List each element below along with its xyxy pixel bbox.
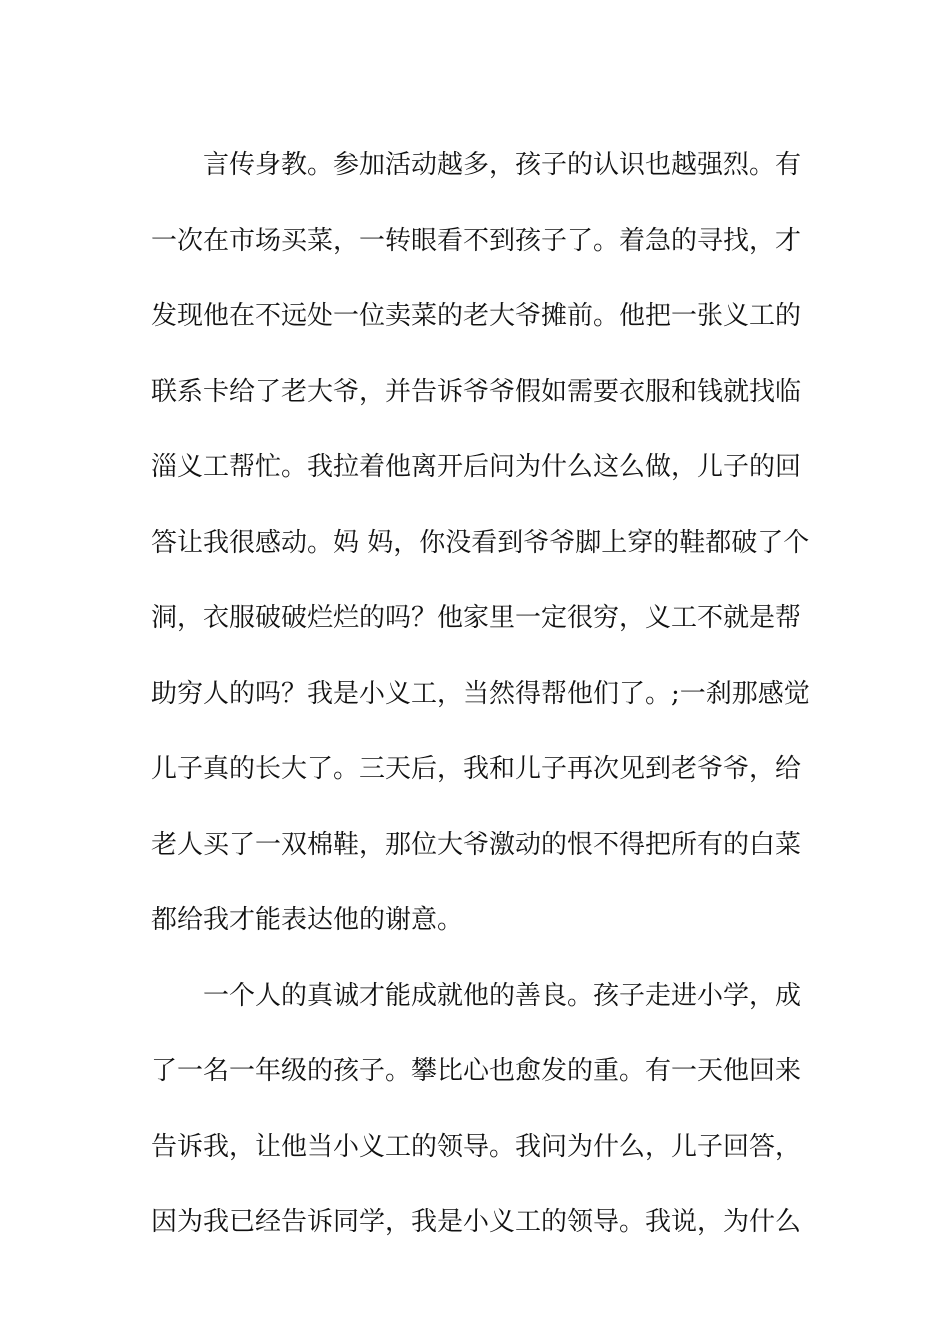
text-line: 答让我很感动。妈 妈，你没看到爷爷脚上穿的鞋都破了个 <box>151 527 810 558</box>
paragraph-2 <box>151 959 811 1261</box>
text-line: 发现他在不远处一位卖菜的老大爷摊前。他把一张义工的 <box>151 301 802 331</box>
text-line: 老人买了一双棉鞋，那位大爷激动的恨不得把所有的白菜 <box>151 829 802 860</box>
paragraph-1 <box>151 128 811 959</box>
text-line: 言传身教。参加活动越多，孩子的认识也越强烈。有 <box>203 150 802 180</box>
document-body <box>151 128 811 1261</box>
text-line: 联系卡给了老大爷，并告诉爷爷假如需要衣服和钱就找临 <box>151 376 802 407</box>
text-line: 因为我已经告诉同学，我是小义工的领导。我说，为什么 <box>151 1207 802 1237</box>
text-line: 一个人的真诚才能成就他的善良。孩子走进小学，成 <box>203 980 802 1011</box>
text-line: 一次在市场买菜，一转眼看不到孩子了。着急的寻找，才 <box>151 225 802 256</box>
text-line: 洞，衣服破破烂烂的吗？他家里一定很穷，义工不就是帮 <box>151 603 802 633</box>
text-line: 助穷人的吗？我是小义工，当然得帮他们了。;一刹那感觉 <box>151 678 810 709</box>
text-line: 儿子真的长大了。三天后，我和儿子再次见到老爷爷，给 <box>151 754 802 784</box>
text-line: 都给我才能表达他的谢意。 <box>151 905 464 935</box>
text-line: 告诉我，让他当小义工的领导。我问为什么，儿子回答， <box>151 1131 802 1162</box>
text-line: 淄义工帮忙。我拉着他离开后问为什么这么做，儿子的回 <box>151 452 802 482</box>
text-line: 了一名一年级的孩子。攀比心也愈发的重。有一天他回来 <box>151 1056 802 1086</box>
